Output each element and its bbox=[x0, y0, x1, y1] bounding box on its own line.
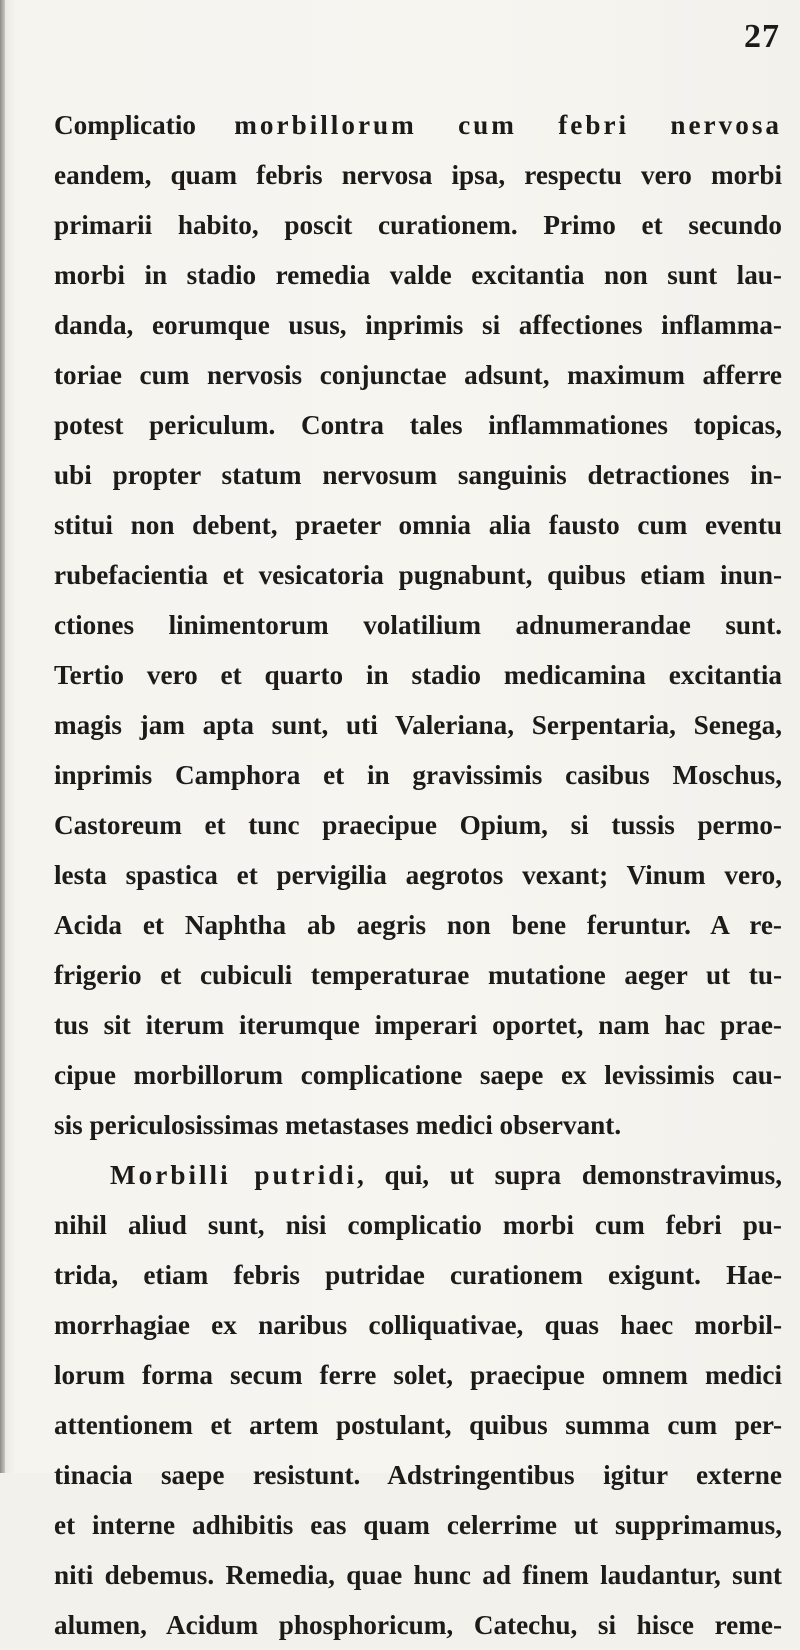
text-line: lesta spastica et pervigilia aegrotos vexant; Vinum vero, bbox=[54, 860, 782, 890]
line-text: Complicatio bbox=[54, 110, 235, 140]
text-line: danda, eorumque usus, inprimis si affectiones inflamma- bbox=[54, 310, 782, 340]
text-line: primarii habito, poscit curationem. Primo et secundo bbox=[54, 210, 782, 240]
text-line: stitui non debent, praeter omnia alia fausto cum eventu bbox=[54, 510, 782, 540]
text-line: ubi propter statum nervosum sanguinis detractiones in- bbox=[54, 460, 782, 490]
text-line: rubefacientia et vesicatoria pugnabunt, quibus etiam inun- bbox=[54, 560, 782, 590]
text-line: morrhagiae ex naribus colliquativae, quas haec morbil- bbox=[54, 1310, 782, 1340]
text-line: nihil aliud sunt, nisi complicatio morbi cum febri pu- bbox=[54, 1210, 782, 1240]
text-line: alumen, Acidum phosphoricum, Catechu, si hisce reme- bbox=[54, 1610, 782, 1640]
text-line: lorum forma secum ferre solet, praecipue omnem medici bbox=[54, 1360, 782, 1390]
text-line: tus sit iterum iterumque imperari oportet, nam hac prae- bbox=[54, 1010, 782, 1040]
text-line: inprimis Camphora et in gravissimis casibus Moschus, bbox=[54, 760, 782, 790]
body-text bbox=[54, 100, 782, 1650]
text-line: cipue morbillorum complicatione saepe ex levissimis cau- bbox=[54, 1060, 782, 1090]
spaced-emphasis: morbillorum cum febri nervosa bbox=[234, 110, 782, 140]
spaced-emphasis: Morbilli putridi bbox=[110, 1160, 357, 1190]
text-line: tinacia saepe resistunt. Adstringentibus igitur externe bbox=[54, 1460, 782, 1490]
text-line bbox=[54, 100, 782, 150]
text-line: niti debemus. Remedia, quae hunc ad finem laudantur, sunt bbox=[54, 1560, 782, 1590]
text-line: eandem, quam febris nervosa ipsa, respectu vero morbi bbox=[54, 160, 782, 190]
text-line bbox=[54, 1150, 782, 1200]
text-line: magis jam apta sunt, uti Valeriana, Serpentaria, Senega, bbox=[54, 710, 782, 740]
text-line: frigerio et cubiculi temperaturae mutatione aeger ut tu- bbox=[54, 960, 782, 990]
text-line: et interne adhibitis eas quam celerrime ut supprimamus, bbox=[54, 1510, 782, 1540]
text-line: Castoreum et tunc praecipue Opium, si tussis permo- bbox=[54, 810, 782, 840]
text-line: Acida et Naphtha ab aegris non bene feruntur. A re- bbox=[54, 910, 782, 940]
text-line: sis periculosissimas metastases medici observant. bbox=[54, 1110, 622, 1140]
binding-edge bbox=[0, 0, 5, 1473]
line-text: , qui, ut supra demonstravimus, bbox=[356, 1160, 782, 1190]
text-line: Tertio vero et quarto in stadio medicamina excitantia bbox=[54, 660, 782, 690]
text-line: potest periculum. Contra tales inflammationes topicas, bbox=[54, 410, 782, 440]
text-line: toriae cum nervosis conjunctae adsunt, maximum afferre bbox=[54, 360, 782, 390]
text-line: morbi in stadio remedia valde excitantia non sunt lau- bbox=[54, 260, 782, 290]
text-line: trida, etiam febris putridae curationem exigunt. Hae- bbox=[54, 1260, 782, 1290]
text-line: ctiones linimentorum volatilium adnumerandae sunt. bbox=[54, 610, 782, 640]
text-line: attentionem et artem postulant, quibus summa cum per- bbox=[54, 1410, 782, 1440]
page-number: 27 bbox=[744, 18, 780, 55]
